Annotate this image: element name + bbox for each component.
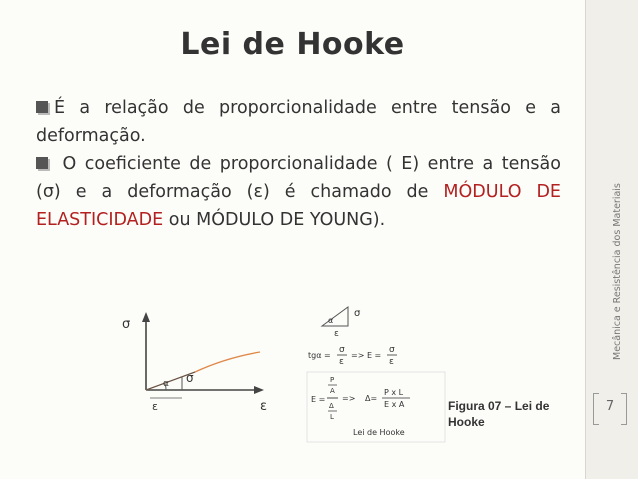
- formula-tangent: [308, 345, 397, 367]
- formula1-prefix: tgα =: [308, 351, 331, 360]
- formula2-delta: Δ: [329, 402, 334, 410]
- formula1-num1: σ: [339, 345, 345, 355]
- formula2-den: E x A: [384, 400, 405, 409]
- y-axis-label: σ: [122, 317, 131, 332]
- slide-title: Lei de Hooke: [180, 27, 405, 62]
- hooke-figure: [110, 300, 580, 470]
- triangle-alpha: α: [328, 316, 334, 325]
- course-label: Mecânica e Resistência dos Materiais: [612, 183, 623, 360]
- formula2-a: A: [330, 387, 335, 395]
- bullet-2: [36, 150, 561, 234]
- x-axis-label: ε: [260, 399, 268, 414]
- bullet-2-suffix: ou MÓDULO DE YOUNG).: [163, 210, 386, 230]
- formula2-num: P x L: [384, 388, 404, 397]
- bullet-2-text: O coeficiente de proporcionalidade ( E) entre a tensão (σ) e a deformação (ε) é chamado de: [36, 154, 561, 202]
- page-number: 7: [605, 399, 615, 414]
- page-number-box: [593, 393, 627, 423]
- bullet-1-text: É a relação de proporcionalidade entre tensão e a deformação.: [36, 98, 561, 146]
- triangle-shape: [322, 307, 348, 326]
- slope-triangle: [322, 307, 361, 339]
- sigma-label: σ: [186, 371, 194, 385]
- bullet-icon: [36, 101, 48, 113]
- x-axis-arrow-icon: [254, 386, 264, 394]
- formula2-p: P: [330, 376, 335, 384]
- bullet-icon: [36, 157, 48, 169]
- triangle-epsilon: ε: [334, 329, 339, 339]
- formula2-lhs: E =: [311, 395, 326, 404]
- caption-line-2: Hooke: [448, 415, 485, 429]
- triangle-sigma: σ: [354, 308, 361, 319]
- stress-strain-graph: [122, 312, 267, 414]
- bullet-1: [36, 94, 561, 150]
- formula1-arrow: => E =: [351, 351, 382, 360]
- formula2-delta-lhs: Δ=: [365, 394, 378, 403]
- formula1-num2: σ: [389, 345, 395, 355]
- formula-hooke: [307, 372, 445, 442]
- formula1-den2: ε: [389, 357, 394, 367]
- formula2-label: Lei de Hooke: [353, 428, 405, 437]
- sidebar-divider: [585, 0, 586, 479]
- alpha-label: α: [163, 379, 169, 389]
- formula1-den1: ε: [339, 357, 344, 367]
- epsilon-label: ε: [152, 400, 158, 413]
- y-axis-arrow-icon: [142, 312, 150, 322]
- formula2-arrow: =>: [342, 394, 356, 403]
- figure-caption: [448, 398, 549, 430]
- formula2-l: L: [330, 413, 334, 421]
- slide-body: [36, 94, 561, 234]
- caption-line-1: Figura 07 – Lei de: [448, 399, 550, 413]
- bullet-2-highlight: MÓDULO DE ELASTICIDADE: [36, 182, 561, 230]
